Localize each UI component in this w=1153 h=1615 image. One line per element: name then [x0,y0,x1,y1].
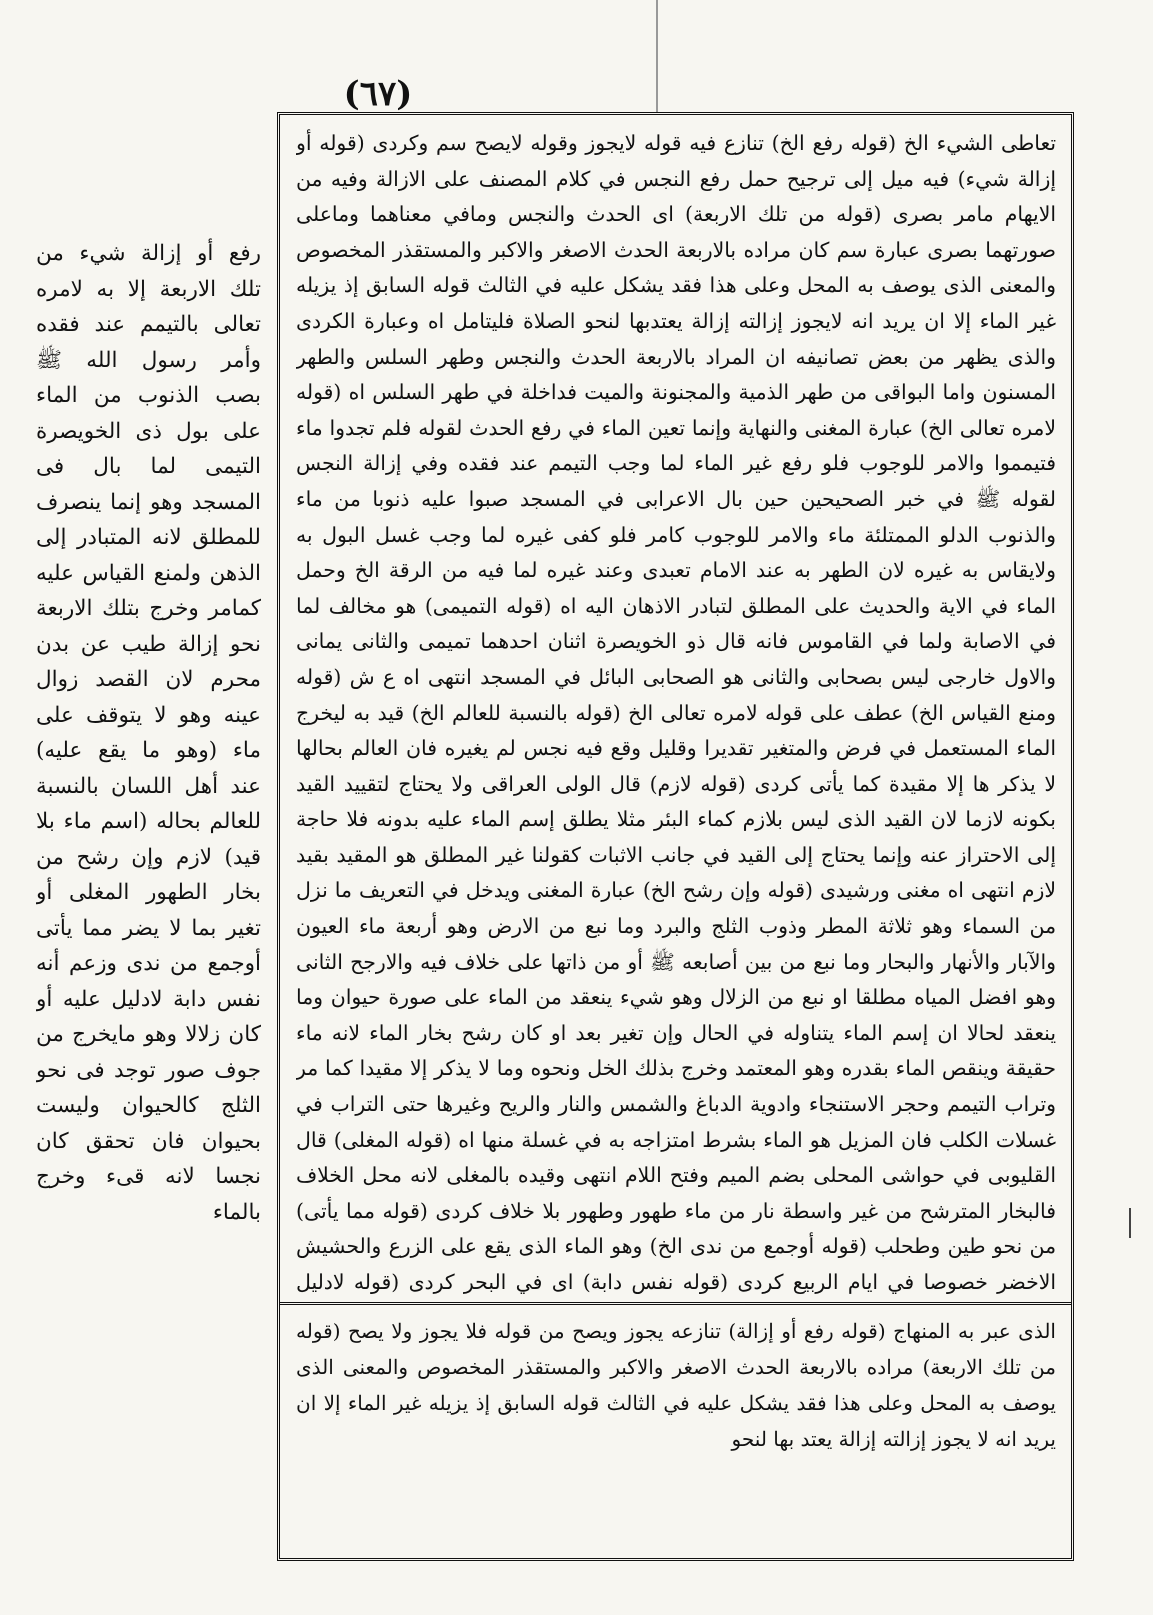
footnote-text: الذى عبر به المنهاج (قوله رفع أو إزالة) تنازعه يجوز ويصح من قوله فلا يجوز ولا يصح (قوله من تلك الاربعة) مراده بالاربعة الحدث الاصغر والاكبر والمستقذر المخصوص والمعنى الذى يوصف به المحل وعلى هذا فقد يشكل عليه في الثالث قوله السابق إذ يزيله غير الماء إلا ان يريد انه لا يجوز إزالته إزالة يعتد بها لنحو [296,1319,1056,1451]
margin-mark [1129,1208,1131,1238]
footnote-divider [280,1302,1071,1305]
side-matn-text: رفع أو إزالة شيء من تلك الاربعة إلا به لامره تعالى بالتيمم عند فقده وأمر رسول الله ﷺ بصب الذنوب من الماء على بول ذى الخويصرة التيمى لما بال فى المسجد وهو إنما ينصرف للمطلق لانه المتبادر إلى الذهن ولمنع القياس عليه كمامر وخرج بتلك الاربعة نحو إزالة طيب عن بدن محرم لان القصد زوال عينه وهو لا يتوقف على ماء (وهو ما يقع عليه) عند أهل اللسان بالنسبة للعالم بحاله (اسم ماء بلا قيد) لازم وإن رشح من بخار الطهور المغلى أو تغير بما لا يضر مما يأتى أوجمع من ندى وزعم أنه نفس دابة لادليل عليه أو كان زلالا وهو مايخرج من جوف صور توجد فى نحو الثلج كالحيوان وليست بحيوان فان تحقق كان نجسا لانه قىء وخرج بالماء [36,241,261,1225]
footnote [296,1313,1056,1553]
page-number: (٦٧) [343,74,413,114]
side-matn [36,236,261,1356]
main-commentary [296,126,1056,1300]
scan-fold-line [656,0,658,112]
main-commentary-text: تعاطى الشيء الخ (قوله رفع الخ) تنازع فيه قوله لايجوز وقوله لايصح سم وكردى (قوله أو إزالة شيء) فيه ميل إلى ترجيح حمل رفع النجس في كلام المصنف على الازالة وفيه من الايهام مامر بصرى (قوله من تلك الاربعة) اى الحدث والنجس ومافي معناهما وماعلى صورتهما بصرى عبارة سم كان مراده بالاربعة الحدث الاصغر والاكبر والمستقذر المخصوص والمعنى الذى يوصف به المحل وعلى هذا فقد يشكل عليه في الثالث قوله السابق إذ يزيله غير الماء إلا ان يريد انه لايجوز إزالته إزالة يعتدبها لنحو الصلاة فليتامل اه وعبارة الكردى والذى يظهر من بعض تصانيفه ان المراد بالاربعة الحدث والنجس وطهر السلس والطهر المسنون واما البواقى من طهر الذمية والمجنونة والميت فداخلة في طهر السلس اه (قوله لامره تعالى الخ) عبارة المغنى والنهاية وإنما تعين الماء في رفع الحدث لقوله فلم تجدوا ماء فتيمموا والامر للوجوب فلو رفع غير الماء لما وجب التيمم عند فقده وفي إزالة النجس لقوله ﷺ في خبر الصحيحين حين بال الاعرابى في المسجد صبوا عليه ذنوبا من ماء والذنوب الدلو الممتلئة ماء والامر للوجوب كامر فلو كفى غيره لما وجب غسل البول به ولايقاس به غيره لان الطهر به عند الامام تعبدى وعند غيره لما فيه من الرقة الخ وحمل الماء في الاية والحديث على المطلق لتبادر الاذهان اليه اه (قوله التميمى) هو مخالف لما في الاصابة ولما في القاموس فانه قال ذو الخويصرة اثنان احدهما تميمى والثانى يمانى والاول خارجى ليس بصحابى والثانى هو الصحابى البائل في المسجد انتهى اه ع ش (قوله ومنع القياس الخ) عطف على قوله لامره تعالى الخ (قوله بالنسبة للعالم الخ) قيد به ليخرج الماء المستعمل في فرض والمتغير تقديرا وقليل وقع فيه نجس لم يغيره فان العالم بحالها لا يذكر ها إلا مقيدة كما يأتى كردى (قوله لازم) قال الولى العراقى ولا يحتاج لتقييد القيد بكونه لازما لان القيد الذى ليس بلازم كماء البئر مثلا يطلق إسم الماء عليه بدونه فلا حاجة إلى الاحتراز عنه وإنما يحتاج إلى القيد في جانب الاثبات كقولنا غير المطلق هو المقيد بقيد لازم انتهى اه مغنى ورشيدى (قوله وإن رشح الخ) عبارة المغنى ويدخل في التعريف ما نزل من السماء وهو ثلاثة المطر وذوب الثلج والبرد وما نبع من الارض وهو أربعة ماء العيون والآبار والأنهار والبحار وما نبع من بين أصابعه ﷺ أو من ذاتها على خلاف فيه والارجح الثانى وهو افضل المياه مطلقا او نبع من الزلال وهو شيء ينعقد من الماء على صورة حيوان وما ينعقد لحالا ان إسم الماء يتناوله في الحال وإن تغير بعد او كان رشح بخار الماء لانه ماء حقيقة وينقص الماء بقدره وهو المعتمد وخرج بذلك الخل ونحوه وما لا يذكر إلا مقيدا كما مر وتراب التيمم وحجر الاستنجاء وادوية الدباغ والشمس والنار والريح وغيرها حتى التراب في غسلات الكلب فان المزيل هو الماء بشرط امتزاجه به في غسلة منها اه (قوله المغلى) قال القليوبى في حواشى المحلى بضم الميم وفتح اللام انتهى وقيده بالمغلى لانه محل الخلاف فالبخار المترشح من غير واسطة نار من ماء طهور وطهور بلا خلاف كردى (قوله مما يأتى) من نحو طين وطحلب (قوله أوجمع من ندى الخ) وهو الماء الذى يقع على الزرع والحشيش الاخضر خصوصا في ايام الربيع كردى (قوله نفس دابة) اى في البحر كردى (قوله لادليل [296,131,1056,1294]
